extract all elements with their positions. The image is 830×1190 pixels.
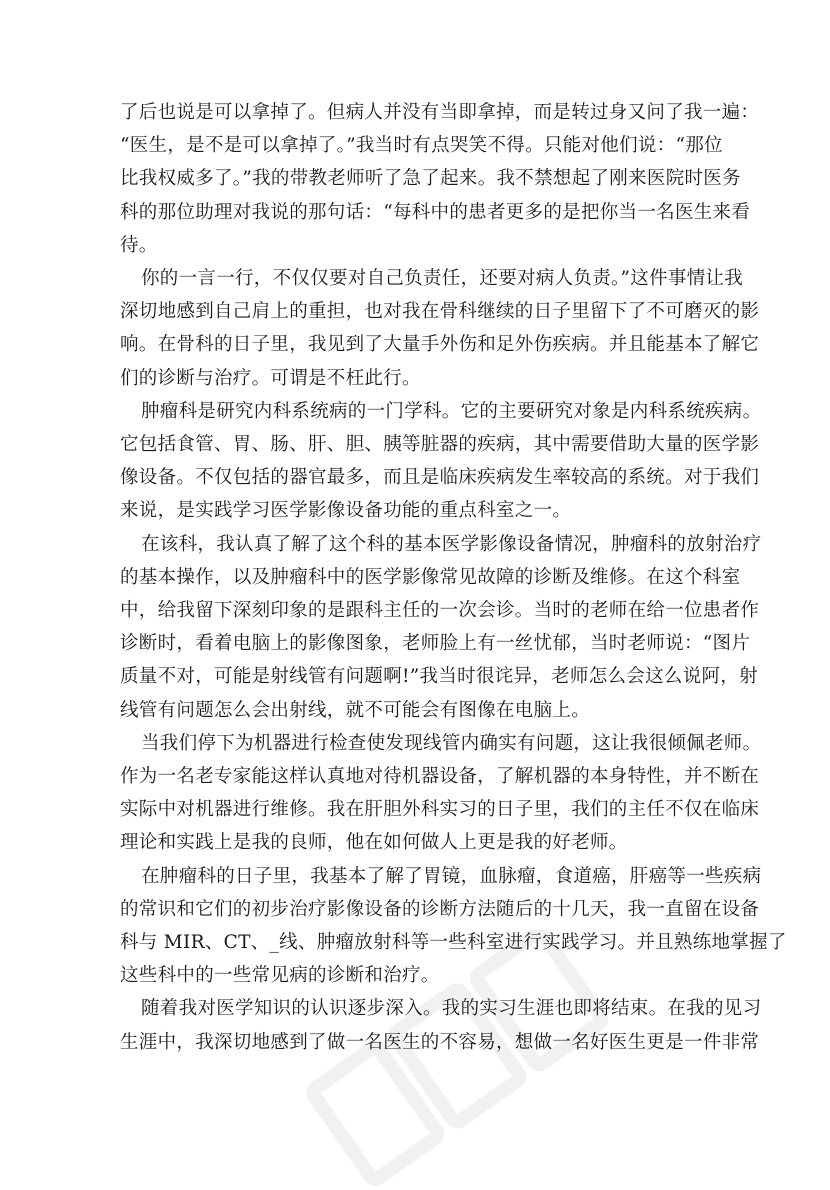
text-line: 理论和实践上是我的良师，他在如何做人上更是我的好老师。 — [120, 832, 628, 854]
text-line: 生涯中，我深切地感到了做一名医生的不容易，想做一名好医生更是一件非常 — [120, 1031, 760, 1053]
paragraph-1 — [120, 96, 760, 262]
paragraph-5 — [120, 727, 762, 860]
text-line: 了后也说是可以拿掉了。但病人并没有当即拿掉，而是转过身又问了我一遍： — [120, 102, 760, 123]
text-line: 作为一名老专家能这样认真地对待机器设备，了解机器的本身特性，并不断在 — [120, 766, 760, 788]
paragraph-2 — [120, 262, 760, 395]
text-line: 随着我对医学知识的认识逐步深入。我的实习生涯也即将结束。在我的见习 — [141, 998, 762, 1020]
text-line: 质量不对，可能是射线管有问题啊!”我当时很诧异，老师怎么会这么说阿，射 — [120, 666, 758, 688]
text-line: 们的诊断与治疗。可谓是不枉此行。 — [120, 367, 421, 389]
text-line: 的基本操作，以及肿瘤科中的医学影像常见故障的诊断及维修。在这个科室 — [120, 566, 741, 588]
text-line: 诊断时，看着电脑上的影像图象，老师脸上有一丝忧郁，当时老师说：“图片 — [120, 633, 751, 655]
text-line: 深切地感到自己肩上的重担，也对我在骨科继续的日子里留下了不可磨灭的影 — [120, 301, 760, 323]
text-line: 响。在骨科的日子里，我见到了大量手外伤和足外伤疾病。并且能基本了解它 — [120, 334, 760, 356]
text-line: 像设备。不仅包括的器官最多，而且是临床疾病发生率较高的系统。对于我们 — [120, 467, 760, 489]
text-line: 中，给我留下深刻印象的是跟科主任的一次会诊。当时的老师在给一位患者作 — [120, 600, 760, 622]
text-line: 的常识和它们的初步治疗影像设备的诊断方法随后的十几天，我一直留在设备 — [120, 898, 760, 920]
text-line: 比我权威多了。”我的带教老师听了急了起来。我不禁想起了刚来医院时医务 — [120, 168, 741, 190]
paragraph-3 — [120, 395, 762, 528]
text-line: 你的一言一行，不仅仅要对自己负责任，还要对病人负责。”这件事情让我 — [141, 268, 744, 290]
text-line: 线管有问题怎么会出射线，就不可能会有图像在电脑上。 — [120, 699, 591, 721]
paragraph-4 — [120, 528, 762, 727]
text-line: 科与 MIR、CT、_线、肿瘤放射科等一些科室进行实践学习。并且熟练地掌握了 — [120, 932, 787, 954]
text-line: 肿瘤科是研究内科系统病的一门学科。它的主要研究对象是内科系统疾病。 — [141, 400, 762, 422]
text-line: 在肿瘤科的日子里，我基本了解了胃镜，血脉瘤，食道癌，肝癌等一些疾病 — [141, 865, 762, 887]
document-body — [120, 96, 787, 1059]
text-line: 在该科，我认真了解了这个科的基本医学影像设备情况，肿瘤科的放射治疗 — [141, 533, 762, 555]
paragraph-6 — [120, 860, 787, 993]
paragraph-7 — [120, 992, 762, 1058]
text-line: “医生，是不是可以拿掉了。”我当时有点哭笑不得。只能对他们说：“那位 — [120, 135, 723, 157]
text-line: 科的那位助理对我说的那句话：“每科中的患者更多的是把你当一名医生来看 — [120, 201, 751, 223]
text-line: 这些科中的一些常见病的诊断和治疗。 — [120, 965, 440, 987]
text-line: 来说，是实践学习医学影像设备功能的重点科室之一。 — [120, 500, 572, 522]
text-line: 实际中对机器进行维修。我在肝胆外科实习的日子里，我们的主任不仅在临床 — [120, 799, 760, 821]
text-line: 当我们停下为机器进行检查使发现线管内确实有问题，这让我很倾佩老师。 — [141, 732, 762, 754]
text-line: 它包括食管、胃、肠、肝、胆、胰等脏器的疾病，其中需要借助大量的医学影 — [120, 434, 760, 456]
text-line: 待。 — [120, 234, 158, 256]
